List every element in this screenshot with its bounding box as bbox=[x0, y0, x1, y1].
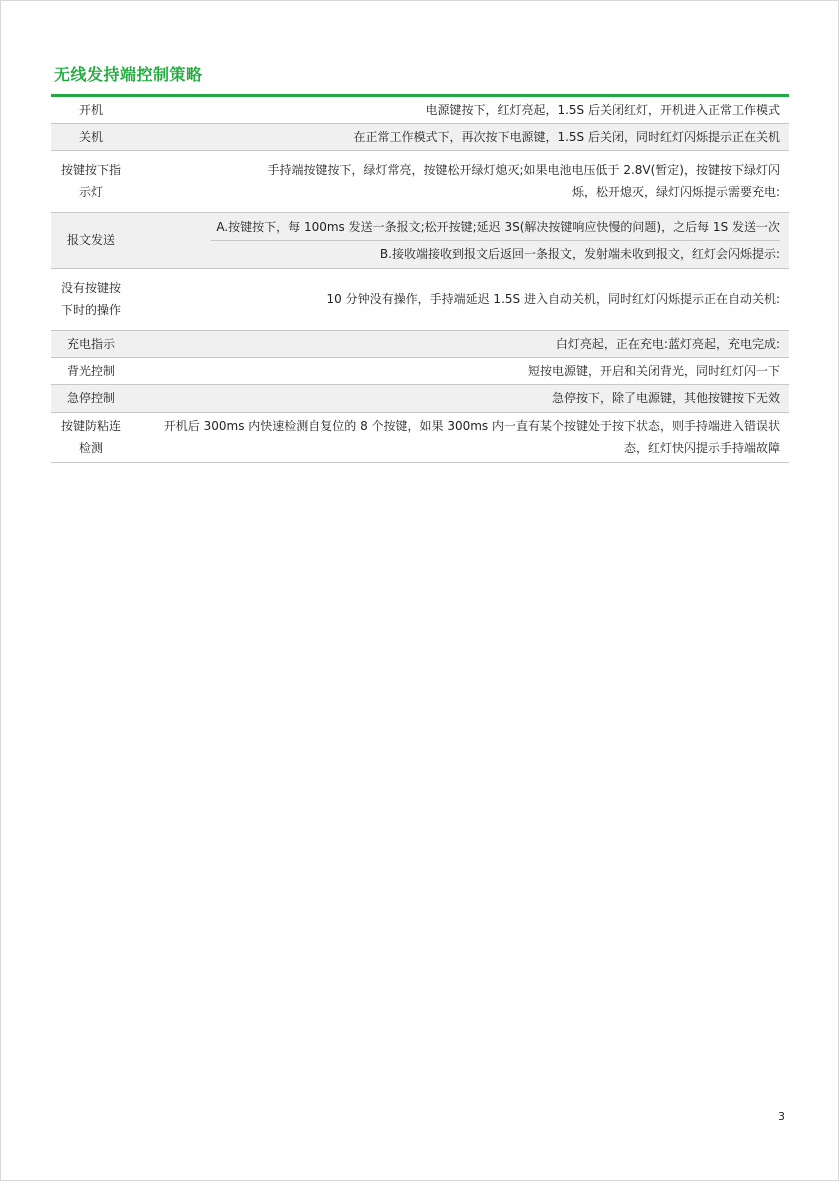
row-label: 开机 bbox=[51, 97, 131, 123]
table-row bbox=[51, 97, 789, 123]
row-description-line: 态，红灯快闪提示手持端故障 bbox=[623, 441, 780, 455]
table-row bbox=[51, 384, 789, 412]
row-description: 白灯亮起，正在充电:蓝灯亮起，充电完成: bbox=[131, 330, 789, 357]
row-label: 背光控制 bbox=[51, 357, 131, 384]
row-description-line: 烁，松开熄灭，绿灯闪烁提示需要充电: bbox=[571, 185, 780, 199]
row-label bbox=[51, 268, 131, 330]
row-label: 关机 bbox=[51, 123, 131, 150]
row-description bbox=[131, 150, 789, 212]
row-description: 急停按下，除了电源键，其他按键按下无效 bbox=[131, 384, 789, 412]
row-label-line: 按键按下指 bbox=[60, 163, 121, 177]
table-row bbox=[51, 212, 789, 268]
table-row bbox=[51, 357, 789, 384]
table-row bbox=[51, 268, 789, 330]
control-policy-table bbox=[51, 97, 789, 463]
row-description: 短按电源键，开启和关闭背光，同时红灯闪一下 bbox=[131, 357, 789, 384]
table-row bbox=[51, 330, 789, 357]
table-row bbox=[51, 150, 789, 212]
row-label: 充电指示 bbox=[51, 330, 131, 357]
table-row bbox=[51, 123, 789, 150]
row-description-line: 开机后 300ms 内快速检测自复位的 8 个按键，如果 300ms 内一直有某个按键处于按下状态，则手持端进入错误状 bbox=[163, 419, 780, 433]
row-description bbox=[131, 212, 789, 268]
row-label bbox=[51, 150, 131, 212]
row-description-line: 手持端按键按下，绿灯常亮，按键松开绿灯熄灭;如果电池电压低于 2.8V(暂定)，按键按下绿灯闪 bbox=[267, 163, 780, 177]
row-label-line: 下时的操作 bbox=[60, 303, 121, 317]
row-label-line: 按键防粘连 bbox=[60, 419, 121, 433]
row-label-line: 示灯 bbox=[78, 185, 103, 199]
row-label: 急停控制 bbox=[51, 384, 131, 412]
table-row bbox=[51, 412, 789, 462]
row-description: 10 分钟没有操作，手持端延迟 1.5S 进入自动关机，同时红灯闪烁提示正在自动关机: bbox=[131, 268, 789, 330]
row-description: 在正常工作模式下，再次按下电源键，1.5S 后关闭，同时红灯闪烁提示正在关机 bbox=[131, 123, 789, 150]
row-label-line: 检测 bbox=[78, 441, 103, 455]
row-description bbox=[131, 412, 789, 462]
row-label-line: 没有按键按 bbox=[60, 281, 121, 295]
row-label: 报文发送 bbox=[51, 212, 131, 268]
row-label bbox=[51, 412, 131, 462]
row-description: 电源键按下，红灯亮起，1.5S 后关闭红灯，开机进入正常工作模式 bbox=[131, 97, 789, 123]
page-number: 3 bbox=[778, 1110, 785, 1123]
section-title: 无线发持端控制策略 bbox=[54, 65, 203, 84]
row-description-line: B.接收端接收到报文后返回一条报文，发射端未收到报文，红灯会闪烁提示: bbox=[379, 246, 780, 261]
row-description-line: A.按键按下，每 100ms 发送一条报文;松开按键;延迟 3S(解决按键响应快慢的问题)，之后每 1S 发送一次 bbox=[211, 214, 780, 241]
